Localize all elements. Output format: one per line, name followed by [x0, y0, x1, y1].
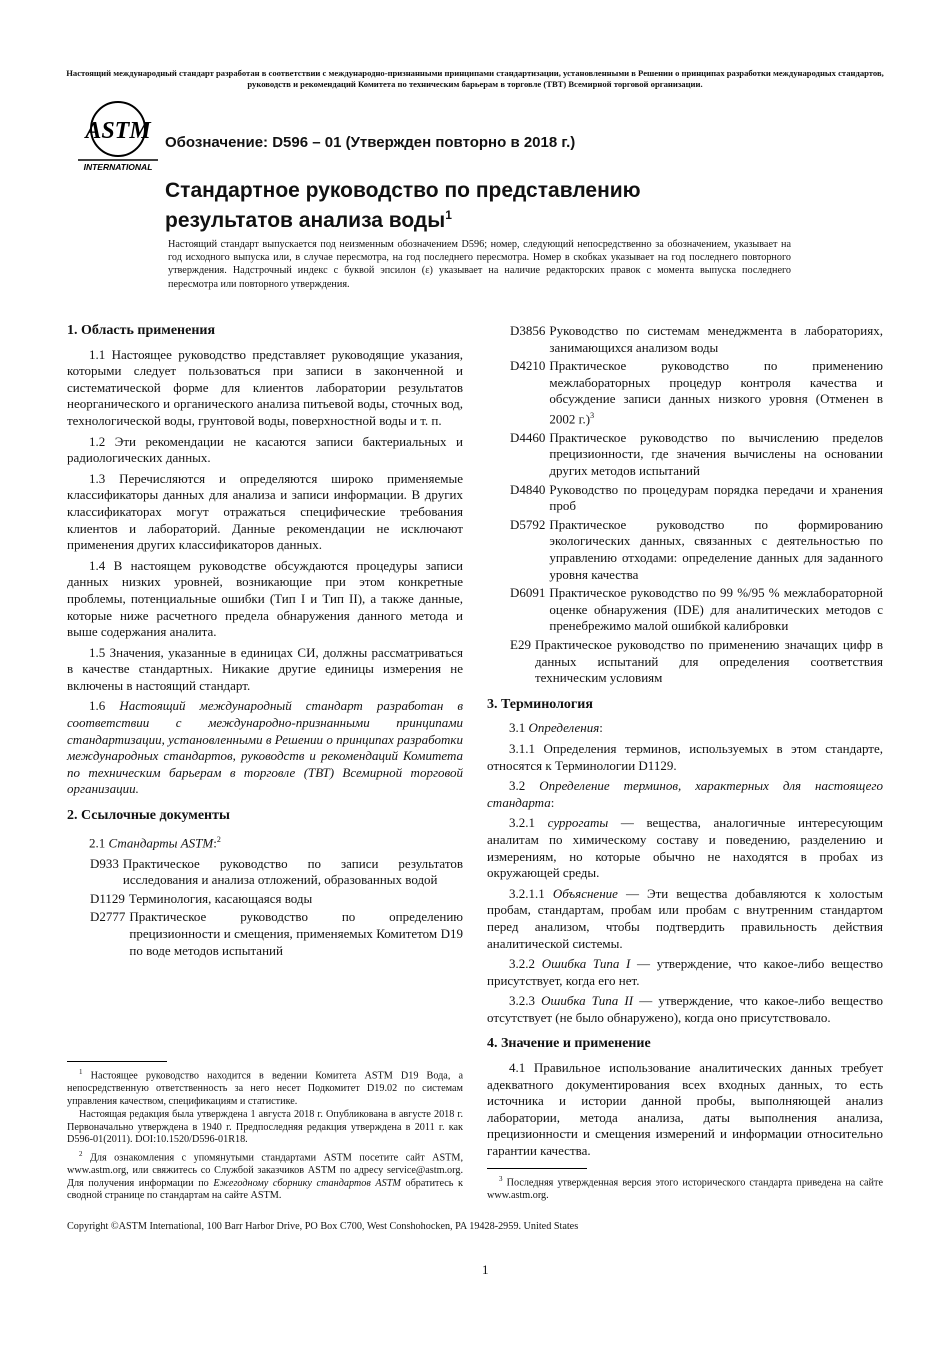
para-1-6-num: 1.6 — [89, 698, 120, 714]
astm-logo-icon — [72, 100, 164, 174]
ref-text: Практическое руководство по определению прецизионности и смещения, применяемых Комитетом D19 по воде методов испытаний — [129, 909, 463, 958]
para-1-6 — [67, 698, 463, 798]
para-1-3: 1.3 Перечисляются и определяются широко применяемые классификаторы данных для анализа и записи информации. В других классификаторах могут отражаться специфические требования клиентов и лабораторий. Данные рекомендации не исключают применения других классификаторов данных. — [67, 470, 463, 553]
para-3-2-tail: : — [550, 794, 555, 810]
footnote-2-text-b: обратитесь к сводной странице по стандартам на сайте ASTM. — [67, 1177, 463, 1202]
para-3-2-1-num: 3.2.1 — [509, 815, 548, 831]
para-3-2-1 — [487, 815, 883, 881]
ref-text — [549, 358, 883, 428]
ref-item — [510, 585, 883, 635]
ref-code: D933 — [90, 855, 119, 871]
ref-text: Руководство по процедурам порядка передачи и хранения проб — [549, 481, 883, 514]
ref-item — [90, 891, 463, 908]
ref-code: D4840 — [510, 481, 546, 497]
para-3-2-1-text: — вещества, аналогичные интересующим аналитам по химическому составу и поведению, разделению и измерениям, но которые обычно не находятся в пробах из окружающей среды. — [487, 815, 884, 881]
footnote-rule — [67, 1061, 167, 1062]
left-footnotes — [67, 1053, 463, 1204]
ref-code: D6091 — [510, 585, 546, 601]
designation: Обозначение: D596 – 01 (Утвержден повторно в 2018 г.) — [165, 134, 576, 151]
right-column — [487, 323, 883, 1203]
document-title — [165, 178, 725, 233]
ref-text-body: Практическое руководство по применению межлабораторных процедур контроля качества и обсуждение записи данных низкого уровня (Отменен в 2002 г.) — [549, 358, 883, 427]
ref-item — [510, 482, 883, 515]
intro-note: Настоящий стандарт выпускается под неизменным обозначением D596; номер, следующий непосредственно за обозначением, указывает на год исходного выпуска или, в случае пересмотра, на год последнего пересмотра. Номер в скобках указывает на год последнего повторного утверждения. Надстрочный индекс с буквой эпсилон (ε) указывает на наличие редакторских правок с момента выпуска последнего пересмотра или повторного утверждения. — [168, 239, 791, 290]
para-3-2-2 — [487, 956, 883, 989]
page-number: 1 — [482, 1262, 489, 1277]
para-1-6-text: Настоящий международный стандарт разработан в соответствии с международно-признанными принципами стандартизации, установленными в Решении о принципах разработки международных стандартов, руководств и рекомендаций Комитета по техническим барьерам в торговле (ТВТ) Всемирной торговой организации. — [67, 698, 463, 797]
title-footnote-mark: 1 — [445, 208, 452, 222]
copyright: Copyright ©ASTM International, 100 Barr Harbor Drive, PO Box C700, West Conshohocken, PA 19428-2959. United States — [67, 1221, 579, 1232]
ref-code: D4210 — [510, 358, 546, 374]
footnote-3-text: Последняя утвержденная версия этого исторического стандарта приведена на сайте www.astm.org. — [487, 1177, 883, 1201]
para-4-1: 4.1 Правильное использование аналитических данных требует адекватного документирования всех входных данных, то есть источника и истории данной пробы, выполняющей анализ лаборатории, метода анализа, даты выполнения анализа, прецизионности и смещения измерений и информации относительно гарантии качества. — [487, 1060, 883, 1159]
para-1-2: 1.2 Эти рекомендации не касаются записи бактериальных и радиологических данных. — [67, 433, 463, 466]
para-3-2-3 — [487, 993, 883, 1026]
section-1-heading: 1. Область применения — [67, 323, 216, 338]
ref-footnote-mark: 3 — [590, 410, 595, 420]
footnote-1-text: Настоящее руководство находится в ведении Комитета ASTM D19 Вода, а непосредственную ответственность за него несет Подкомитет D19.02 по системам управления качеством, спецификациям и статистике. — [67, 1070, 463, 1107]
para-3-1-1: 3.1.1 Определения терминов, используемых в этом стандарте, относятся к Терминологии D1129. — [487, 740, 883, 773]
para-3-1 — [487, 720, 883, 737]
para-3-2 — [487, 778, 883, 811]
para-2-1-tail: : — [213, 834, 217, 850]
para-2-1-label: Стандарты ASTM — [108, 834, 214, 850]
ref-item — [90, 909, 463, 959]
para-2-1-sup: 2 — [216, 834, 221, 844]
para-3-2-1-term: суррогаты — [547, 815, 609, 831]
ref-item — [510, 358, 883, 428]
ref-item — [510, 323, 883, 356]
para-3-2-1-1-text: — Эти вещества добавляются к холостым пробам, стандартам, пробам или пробам с внутренним стандартом перед анализом, чтобы подтвердить правильность действия аналитической системы. — [487, 885, 884, 951]
ref-text: Практическое руководство по 99 %/95 % межлабораторной оценке обнаружения (IDE) для аналитических методов с пренебрежимо малой ошибкой калибровки — [549, 585, 883, 634]
ref-text: Практическое руководство по вычислению пределов прецизионности, где значения вычислены на основании других методов испытаний — [549, 429, 883, 479]
logo-subtext: INTERNATIONAL — [83, 162, 153, 172]
footnote-3 — [487, 1173, 883, 1203]
ref-text: Практическое руководство по формированию экологических данных, связанных с деятельностью по управлению отходами: определение данных для заданного уровня качества — [549, 516, 883, 582]
para-2-1 — [67, 832, 463, 852]
left-column — [67, 323, 463, 1202]
para-3-1-tail: : — [599, 720, 603, 736]
ref-item — [510, 637, 883, 687]
footnote-2 — [67, 1148, 463, 1203]
ref-code: E29 — [510, 637, 531, 653]
para-1-4: 1.4 В настоящем руководстве обсуждаются процедуры записи данных низких уровней, возникающие при этом конкретные проблемы, потенциальные ошибки (Тип I и Тип II), а также данные, которые ниже расчетного предела обнаружения данного метода и выше содержания аналита. — [67, 557, 463, 640]
footnote-2-text-a: Для ознакомления с упомянутыми стандартами ASTM посетите сайт ASTM, www.astm.org, или свяжитесь со Службой заказчиков ASTM по адресу service@astm.org. Для получения информации по — [67, 1152, 463, 1189]
para-3-2-3-text: — утверждение, что какое-либо вещество отсутствует (не было обнаружено), когда оно присутствовало. — [487, 993, 883, 1025]
para-3-2-num: 3.2 — [509, 778, 540, 794]
ref-text: Практическое руководство по применению значащих цифр в данных испытаний для определения соответствия техническим условиям — [534, 637, 883, 686]
ref-code: D1129 — [90, 890, 125, 906]
para-3-1-label: Определения — [528, 720, 600, 736]
section-3-heading: 3. Терминология — [487, 696, 593, 712]
para-1-5: 1.5 Значения, указанные в единицах СИ, должны рассматриваться в качестве стандартных. Никакие другие единицы измерения не включены в настоящий стандарт. — [67, 644, 463, 693]
para-3-2-3-num: 3.2.3 — [509, 993, 542, 1009]
footnote-rule — [487, 1168, 587, 1169]
para-3-2-1-1-term: Объяснение — [552, 885, 618, 901]
title-line-2 — [165, 203, 725, 233]
footnote-2-text-italic: Ежегодному сборнику стандартов ASTM — [213, 1177, 401, 1189]
footnote-2-mark: 2 — [79, 1149, 83, 1158]
ref-code: D3856 — [510, 323, 546, 338]
footnote-1 — [67, 1066, 463, 1108]
para-2-1-num: 2.1 — [89, 834, 109, 850]
footnote-1b: Настоящая редакция была утверждена 1 августа 2018 г. Опубликована в августе 2018 г. Первоначально утверждена в 1940 г. Предпоследняя редакция утверждена в 2011 г. как D596-01(2011). DOI:10.1520/D596-01R18. — [67, 1109, 463, 1146]
ref-text: Терминология, касающаяся воды — [128, 890, 313, 906]
ref-code: D2777 — [90, 909, 126, 925]
para-3-2-label: Определение терминов, характерных для настоящего стандарта — [487, 778, 883, 810]
para-3-1-num: 3.1 — [509, 720, 529, 736]
ref-item — [90, 856, 463, 889]
para-3-2-2-num: 3.2.2 — [509, 956, 542, 972]
ref-code: D5792 — [510, 516, 546, 532]
para-3-2-1-1-num: 3.2.1.1 — [509, 885, 553, 901]
ref-item — [510, 517, 883, 583]
ref-text: Практическое руководство по записи результатов исследования и анализа отложений, образованных водой — [122, 855, 463, 888]
para-3-2-2-text: — утверждение, что какое-либо вещество присутствует, когда его нет. — [487, 956, 883, 988]
ref-text: Руководство по системам менеджмента в лабораториях, занимающихся анализом воды — [549, 323, 883, 355]
para-3-2-1-1 — [487, 886, 883, 952]
section-2-heading: 2. Ссылочные документы — [67, 808, 230, 824]
who-banner: Настоящий международный стандарт разработан в соответствии с международно-признанными принципами стандартизации, установленными в Решении о принципах разработки международных стандартов, руководств и рекомендаций Комитета по техническим барьерам в торговле (ТВТ) Всемирной торговой организации. — [66, 68, 884, 89]
ref-item — [510, 430, 883, 480]
footnote-1-mark: 1 — [79, 1068, 83, 1076]
title-line-1: Стандартное руководство по представлению — [165, 179, 641, 202]
para-1-1: 1.1 Настоящее руководство представляет руководящие указания, которыми следует пользоваться при записи в законченной и систематической форме для клиентов лаборатории результатов неорганического и органического анализа питьевой воды, сточных вод, технологической воды, грунтовой воды, поверхностной воды и т. п. — [67, 346, 463, 428]
para-3-2-2-term: Ошибка Типа I — [541, 956, 631, 972]
footnote-3-mark: 3 — [499, 1174, 503, 1183]
logo-text: ASTM — [85, 118, 151, 144]
ref-code: D4460 — [510, 429, 546, 445]
para-3-2-3-term: Ошибка Типа II — [541, 993, 634, 1009]
title-line-2-text: результатов анализа воды — [165, 209, 446, 232]
section-4-heading: 4. Значение и применение — [487, 1036, 651, 1052]
